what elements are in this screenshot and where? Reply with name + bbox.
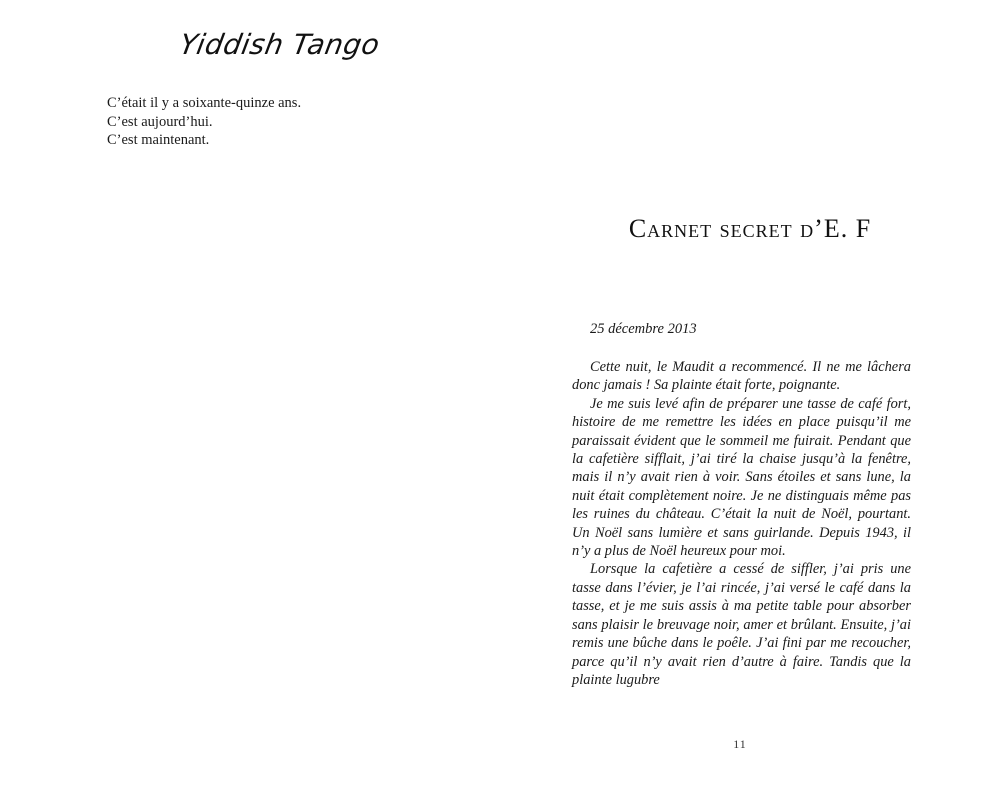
paragraph: Cette nuit, le Maudit a recommencé. Il ne me lâchera donc jamais ! Sa plainte était forte, poignante. [572,359,911,394]
paragraph: Je me suis levé afin de préparer une tasse de café fort, histoire de me remettre les idées en place puisqu’il me paraissait évident que le sommeil me fuirait. Pendant que la cafetière sifflait, j’ai tiré la chaise jusqu’à la fenêtre, mais il n’y avait rien à voir. Sans étoiles et sans lune, la nuit était complètement noire. Je ne distinguais même pas les ruines du château. C’était la nuit de Noël, pourtant. Un Noël sans lumière et sans guirlande. Depuis 1943, il n’y a plus de Noël heureux pour moi. [572,395,911,560]
page-number: 11 [733,737,747,751]
epigraph-line: C’était il y a soixante-quinze ans. [107,95,302,111]
epigraph-line: C’est maintenant. [107,132,210,148]
epigraph [107,94,301,150]
book-title-logo: Yiddish Tango [177,28,383,61]
epigraph-line: C’est aujourd’hui. [107,113,213,130]
body-text [572,358,911,689]
entry-date: 25 décembre 2013 [590,321,697,337]
chapter-title: Carnet secret d’E. F [628,214,872,243]
paragraph: Lorsque la cafetière a cessé de siffler, j’ai pris une tasse dans l’évier, je l’ai rincée, j’ai versé le café dans la tasse, et je me suis assis à ma petite table pour absorber sans plaisir le breuvage noir, amer et brûlant. Ensuite, j’ai remis une bûche dans le poêle. J’ai fini par me recoucher, parce qu’il n’y avait rien d’autre à faire. Tandis que la plainte lugubre [572,561,911,688]
right-page [500,0,1000,786]
